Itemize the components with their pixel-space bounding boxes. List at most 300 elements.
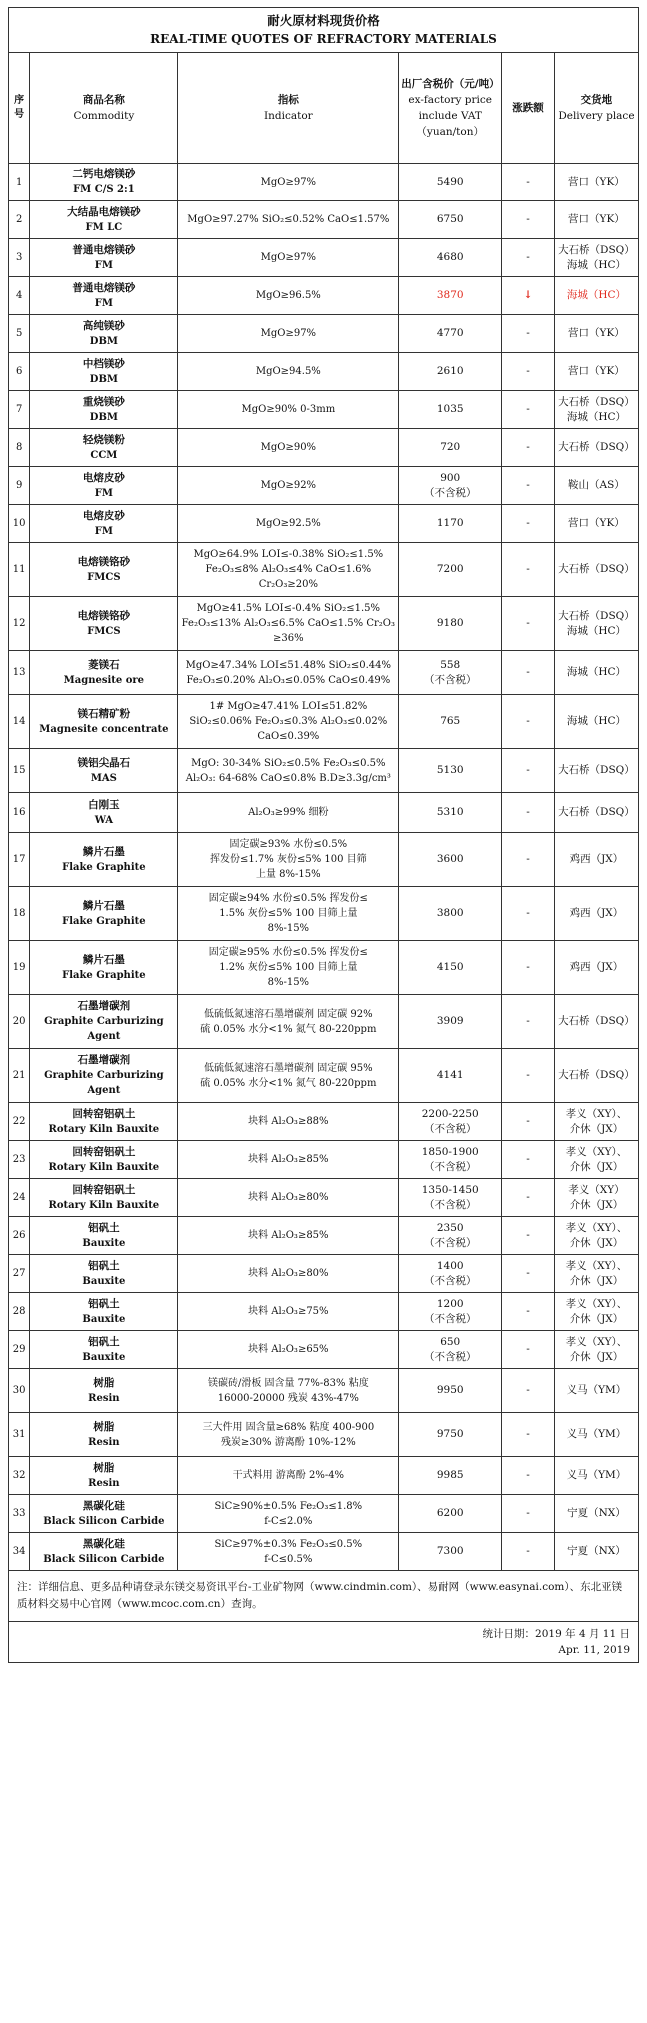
commodity-cell (30, 597, 178, 651)
commodity-en: FM (94, 259, 113, 271)
price-note: （不含税） (423, 673, 477, 686)
indicator-line: MgO≥90% (260, 442, 317, 453)
row-number: 33 (9, 1495, 30, 1533)
place-line: 义马（YM） (566, 1469, 627, 1481)
price-cell (399, 1103, 502, 1141)
commodity-cell (30, 651, 178, 695)
place-line: 宁夏（NX） (567, 1507, 626, 1519)
row-number: 19 (9, 941, 30, 995)
commodity-cn: 镁石精矿粉 (77, 707, 131, 720)
commodity-en: WA (94, 814, 114, 826)
price-note: （不含税） (423, 1350, 477, 1363)
header-row (9, 53, 639, 164)
row-number: 24 (9, 1179, 30, 1217)
price-cell (399, 1331, 502, 1369)
price-value: 7200 (436, 563, 464, 575)
indicator-cell (178, 315, 399, 353)
indicator-line: Al₂O₃: 64-68% CaO≤0.8% B.D≥3.3g/cm³ (185, 772, 391, 784)
indicator-cell (178, 201, 399, 239)
commodity-en: Graphite Carburizing Agent (44, 1016, 164, 1042)
title-en: REAL-TIME QUOTES OF REFRACTORY MATERIALS (150, 32, 497, 46)
table-row (9, 1331, 639, 1369)
row-number: 34 (9, 1533, 30, 1571)
place-cell (554, 429, 638, 467)
change-cell: - (502, 467, 555, 505)
indicator-cell (178, 749, 399, 793)
price-value: 1170 (436, 517, 464, 529)
commodity-en: Resin (88, 1392, 120, 1404)
stat-date (9, 1622, 639, 1663)
table-row (9, 391, 639, 429)
commodity-en: Magnesite concentrate (39, 723, 169, 735)
table-row (9, 1369, 639, 1413)
table-row (9, 467, 639, 505)
price-cell (399, 1293, 502, 1331)
price-cell (399, 505, 502, 543)
row-number: 26 (9, 1217, 30, 1255)
place-line: 介休（JX） (569, 1312, 624, 1325)
price-value: 3600 (436, 853, 464, 865)
table-row (9, 1495, 639, 1533)
change-cell: - (502, 695, 555, 749)
price-cell (399, 1255, 502, 1293)
commodity-en: FM C/S 2:1 (73, 184, 135, 195)
commodity-en: FM LC (85, 221, 123, 233)
price-sheet (8, 7, 639, 1663)
place-cell (554, 695, 638, 749)
commodity-en: Bauxite (82, 1237, 126, 1249)
indicator-line: 固定碳≥93% 水份≤0.5% (229, 839, 348, 850)
price-value: 5130 (436, 764, 464, 776)
indicator-line: Cr₂O₃≥20% (258, 579, 318, 590)
indicator-line: 固定碳≥94% 水份≤0.5% 挥发份≤ (208, 893, 368, 904)
price-cell (399, 315, 502, 353)
price-cell (399, 833, 502, 887)
commodity-cell (30, 391, 178, 429)
row-number: 9 (9, 467, 30, 505)
row-number: 5 (9, 315, 30, 353)
indicator-line: Fe₂O₃≤8% Al₂O₃≤4% CaO≤1.6% (205, 564, 372, 575)
row-number: 20 (9, 995, 30, 1049)
indicator-cell (178, 941, 399, 995)
place-cell (554, 201, 638, 239)
price-cell (399, 239, 502, 277)
commodity-cn: 铝矾土 (88, 1221, 120, 1234)
price-value: 4680 (436, 251, 464, 263)
commodity-cn: 大结晶电熔镁砂 (67, 205, 141, 218)
indicator-line: 块料 Al₂O₃≥65% (248, 1344, 329, 1355)
place-cell (554, 543, 638, 597)
row-number: 13 (9, 651, 30, 695)
place-line: 海城（HC） (566, 715, 627, 727)
indicator-line: 块料 Al₂O₃≥80% (248, 1268, 329, 1279)
indicator-cell (178, 505, 399, 543)
indicator-line: MgO≥97% (260, 176, 317, 188)
commodity-cell (30, 164, 178, 201)
place-line: 大石桥（DSQ） (558, 441, 635, 453)
indicator-line: SiC≥90%±0.5% Fe₂O₃≤1.8% (214, 1500, 363, 1512)
price-value: 1035 (436, 403, 464, 415)
place-line: 营口（YK） (568, 175, 625, 188)
table-row (9, 941, 639, 995)
table-row (9, 1103, 639, 1141)
indicator-cell (178, 995, 399, 1049)
table-row (9, 995, 639, 1049)
change-cell: - (502, 1179, 555, 1217)
price-cell (399, 1179, 502, 1217)
commodity-cn: 电熔皮砂 (82, 509, 125, 522)
place-line: 孝义（XY）、 (565, 1335, 628, 1348)
commodity-en: Magnesite ore (63, 674, 145, 686)
header-change: 涨跌额 (502, 53, 555, 164)
change-cell: - (502, 887, 555, 941)
indicator-cell (178, 651, 399, 695)
price-table (8, 7, 639, 1663)
change-cell: - (502, 1495, 555, 1533)
indicator-cell (178, 1331, 399, 1369)
row-number: 18 (9, 887, 30, 941)
commodity-cn: 树脂 (93, 1376, 115, 1389)
commodity-cell (30, 467, 178, 505)
commodity-cn: 鳞片石墨 (82, 899, 125, 912)
indicator-line: 固定碳≥95% 水份≤0.5% 挥发份≤ (208, 947, 368, 958)
commodity-cn: 鳞片石墨 (82, 953, 125, 966)
commodity-en: Bauxite (82, 1275, 126, 1287)
header-indicator: 指标 Indicator (178, 53, 399, 164)
indicator-line: f-C≤2.0% (264, 1515, 313, 1527)
place-cell (554, 597, 638, 651)
stat-date-cn: 统计日期：2019 年 4 月 11 日 (482, 1628, 630, 1640)
table-row (9, 1141, 639, 1179)
commodity-cell (30, 1533, 178, 1571)
change-cell: - (502, 239, 555, 277)
place-line: 孝义（XY）、 (565, 1259, 628, 1272)
row-number: 15 (9, 749, 30, 793)
table-row (9, 239, 639, 277)
commodity-cn: 中档镁砂 (82, 357, 125, 370)
change-cell: - (502, 1217, 555, 1255)
price-cell (399, 467, 502, 505)
commodity-cell (30, 1495, 178, 1533)
commodity-cell (30, 793, 178, 833)
commodity-cell (30, 429, 178, 467)
commodity-en: Rotary Kiln Bauxite (48, 1123, 160, 1135)
table-row (9, 887, 639, 941)
place-line: 介休（JX） (569, 1198, 624, 1211)
commodity-en: Black Silicon Carbide (43, 1553, 165, 1565)
price-cell (399, 1413, 502, 1457)
commodity-cell (30, 1457, 178, 1495)
place-cell (554, 793, 638, 833)
price-value: 650 (440, 1335, 461, 1348)
row-number: 7 (9, 391, 30, 429)
price-cell (399, 1495, 502, 1533)
table-row (9, 1255, 639, 1293)
price-cell (399, 749, 502, 793)
commodity-cn: 电熔皮砂 (82, 471, 125, 484)
commodity-cell (30, 887, 178, 941)
place-cell (554, 277, 638, 315)
price-cell (399, 793, 502, 833)
commodity-cn: 普通电熔镁砂 (72, 281, 136, 294)
indicator-line: MgO≥92% (260, 480, 317, 491)
indicator-line: 低硫低氮速溶石墨增碳剂 固定碳 92% (204, 1008, 373, 1020)
commodity-en: FM (94, 487, 113, 499)
change-cell: ↓ (502, 277, 555, 315)
price-note: （不含税） (423, 1122, 477, 1135)
place-line: 大石桥（DSQ） (558, 243, 635, 256)
commodity-cell (30, 277, 178, 315)
place-line: 大石桥（DSQ） (558, 395, 635, 408)
row-number: 10 (9, 505, 30, 543)
place-line: 营口（YK） (568, 365, 625, 377)
row-number: 22 (9, 1103, 30, 1141)
price-value: 4141 (436, 1069, 464, 1081)
row-number: 1 (9, 164, 30, 201)
commodity-cn: 高纯镁砂 (82, 319, 125, 332)
place-cell (554, 887, 638, 941)
commodity-en: Resin (88, 1477, 120, 1489)
commodity-cn: 电熔镁铬砂 (77, 609, 131, 622)
table-row (9, 1217, 639, 1255)
table-body (9, 164, 639, 1571)
change-cell: - (502, 793, 555, 833)
price-value: 720 (440, 441, 461, 453)
place-line: 海城（HC） (566, 410, 627, 423)
price-cell (399, 353, 502, 391)
place-cell (554, 1141, 638, 1179)
price-cell (399, 651, 502, 695)
indicator-cell (178, 1217, 399, 1255)
commodity-cn: 石墨增碳剂 (77, 1000, 131, 1012)
row-number: 30 (9, 1369, 30, 1413)
change-cell: - (502, 1413, 555, 1457)
commodity-cell (30, 1413, 178, 1457)
indicator-line: MgO≥64.9% LOI≤-0.38% SiO₂≤1.5% (193, 549, 384, 560)
indicator-line: 1# MgO≥47.41% LOI≤51.82% (209, 701, 368, 712)
price-value: 9950 (436, 1384, 464, 1396)
commodity-cell (30, 239, 178, 277)
price-cell (399, 164, 502, 201)
indicator-cell (178, 1293, 399, 1331)
place-cell (554, 1293, 638, 1331)
table-row (9, 277, 639, 315)
place-line: 宁夏（NX） (567, 1545, 626, 1557)
indicator-line: 1.2% 灰份≤5% 100 目筛上量 (219, 962, 358, 973)
change-cell: - (502, 429, 555, 467)
price-cell (399, 429, 502, 467)
price-value: 3800 (436, 907, 464, 919)
place-cell (554, 1495, 638, 1533)
commodity-cn: 回转窑铝矾土 (72, 1183, 136, 1196)
table-row (9, 1457, 639, 1495)
commodity-en: Bauxite (82, 1351, 126, 1363)
price-cell (399, 1049, 502, 1103)
price-cell (399, 1533, 502, 1571)
commodity-cell (30, 1255, 178, 1293)
table-row (9, 1049, 639, 1103)
commodity-cn: 黑碳化硅 (82, 1537, 125, 1550)
place-cell (554, 941, 638, 995)
indicator-cell (178, 793, 399, 833)
place-cell (554, 1331, 638, 1369)
indicator-line: MgO≥47.34% LOI≤51.48% SiO₂≤0.44% (185, 659, 392, 671)
price-value: 9750 (436, 1428, 464, 1440)
indicator-cell (178, 1179, 399, 1217)
table-row (9, 1179, 639, 1217)
place-cell (554, 1533, 638, 1571)
place-cell (554, 1217, 638, 1255)
commodity-cn: 白刚玉 (88, 798, 120, 811)
place-cell (554, 505, 638, 543)
indicator-line: 8%-15% (267, 923, 310, 934)
change-cell: - (502, 1049, 555, 1103)
change-cell: - (502, 749, 555, 793)
place-line: 介休（JX） (569, 1350, 624, 1363)
price-cell (399, 597, 502, 651)
commodity-cell (30, 315, 178, 353)
place-line: 大石桥（DSQ） (558, 609, 635, 622)
place-line: 海城（HC） (566, 258, 627, 271)
change-cell: - (502, 1369, 555, 1413)
commodity-cn: 铝矾土 (88, 1259, 120, 1272)
place-cell (554, 749, 638, 793)
indicator-cell (178, 429, 399, 467)
commodity-en: FMCS (87, 625, 121, 637)
row-number: 27 (9, 1255, 30, 1293)
table-row (9, 695, 639, 749)
table-row (9, 793, 639, 833)
change-cell: - (502, 1331, 555, 1369)
row-number: 14 (9, 695, 30, 749)
row-number: 8 (9, 429, 30, 467)
indicator-line: 低硫低氮速溶石墨增碳剂 固定碳 95% (204, 1062, 373, 1074)
indicator-cell (178, 1103, 399, 1141)
indicator-line: Al₂O₃≥99% 细粉 (248, 807, 329, 818)
indicator-line: MgO≥96.5% (255, 290, 321, 301)
indicator-cell (178, 1495, 399, 1533)
indicator-cell (178, 1413, 399, 1457)
price-value: 1350-1450 (421, 1183, 479, 1196)
place-line: 大石桥（DSQ） (558, 563, 635, 575)
row-number: 21 (9, 1049, 30, 1103)
indicator-line: 16000-20000 残炭 43%-47% (217, 1392, 359, 1404)
place-line: 大石桥（DSQ） (558, 806, 635, 818)
commodity-cell (30, 995, 178, 1049)
commodity-en: Flake Graphite (62, 969, 146, 981)
row-number: 4 (9, 277, 30, 315)
table-row (9, 1293, 639, 1331)
indicator-cell (178, 467, 399, 505)
place-line: 大石桥（DSQ） (558, 1069, 635, 1081)
commodity-cell (30, 505, 178, 543)
change-cell: - (502, 391, 555, 429)
change-cell: - (502, 1457, 555, 1495)
indicator-cell (178, 543, 399, 597)
price-cell (399, 1457, 502, 1495)
place-line: 鸡西（JX） (569, 853, 624, 865)
place-cell (554, 164, 638, 201)
table-row (9, 1533, 639, 1571)
table-row (9, 201, 639, 239)
commodity-cn: 鳞片石墨 (82, 845, 125, 858)
place-line: 海城（HC） (566, 666, 627, 678)
indicator-line: Fe₂O₃≤0.20% Al₂O₃≤0.05% CaO≤0.49% (186, 674, 391, 686)
commodity-cn: 重烧镁砂 (82, 395, 125, 408)
commodity-cn: 回转窑铝矾土 (72, 1107, 136, 1120)
price-note: （不含税） (423, 1198, 477, 1211)
row-number: 16 (9, 793, 30, 833)
indicator-cell (178, 1141, 399, 1179)
change-cell: - (502, 315, 555, 353)
commodity-cell (30, 353, 178, 391)
indicator-line: 块料 Al₂O₃≥75% (248, 1306, 329, 1317)
title-cn: 耐火原材料现货价格 (267, 13, 380, 28)
place-line: 介休（JX） (569, 1236, 624, 1249)
commodity-cell (30, 749, 178, 793)
commodity-cn: 铝矾土 (88, 1335, 120, 1348)
place-line: 介休（JX） (569, 1274, 624, 1287)
row-number: 11 (9, 543, 30, 597)
price-cell (399, 1141, 502, 1179)
price-value: 900 (440, 471, 461, 484)
price-value: 9180 (436, 617, 464, 629)
indicator-cell (178, 833, 399, 887)
indicator-cell (178, 277, 399, 315)
table-row (9, 315, 639, 353)
table-row (9, 505, 639, 543)
price-note: （不含税） (423, 486, 477, 499)
table-row (9, 749, 639, 793)
indicator-line: MgO≥94.5% (255, 366, 321, 377)
indicator-line: MgO≥41.5% LOI≤-0.4% SiO₂≤1.5% (196, 603, 380, 614)
change-cell: - (502, 1533, 555, 1571)
commodity-cell (30, 1217, 178, 1255)
row-number: 12 (9, 597, 30, 651)
commodity-en: Rotary Kiln Bauxite (48, 1199, 160, 1211)
commodity-en: Rotary Kiln Bauxite (48, 1161, 160, 1173)
indicator-cell (178, 887, 399, 941)
indicator-line: 硫 0.05% 水分<1% 氮气 80-220ppm (200, 1023, 377, 1035)
place-cell (554, 995, 638, 1049)
place-line: 介休（JX） (569, 1160, 624, 1173)
place-cell (554, 353, 638, 391)
place-line: 义马（YM） (566, 1428, 627, 1440)
change-cell: - (502, 651, 555, 695)
indicator-cell (178, 597, 399, 651)
change-cell: - (502, 833, 555, 887)
commodity-cell (30, 1103, 178, 1141)
change-cell: - (502, 164, 555, 201)
place-cell (554, 1457, 638, 1495)
indicator-line: 块料 Al₂O₃≥85% (248, 1154, 329, 1165)
indicator-line: 残炭≥30% 游离酚 10%-12% (220, 1436, 356, 1448)
place-cell (554, 467, 638, 505)
place-line: 鸡西（JX） (569, 961, 624, 973)
change-cell: - (502, 353, 555, 391)
commodity-cell (30, 833, 178, 887)
indicator-cell (178, 1255, 399, 1293)
commodity-cell (30, 201, 178, 239)
commodity-cell (30, 1179, 178, 1217)
place-line: 孝义（XY）、 (565, 1221, 628, 1234)
price-value: 4150 (436, 961, 464, 973)
indicator-line: 挥发份≤1.7% 灰份≤5% 100 目筛 (210, 854, 367, 865)
price-value: 7300 (436, 1545, 464, 1557)
price-cell (399, 695, 502, 749)
change-cell: - (502, 201, 555, 239)
change-cell: - (502, 1103, 555, 1141)
